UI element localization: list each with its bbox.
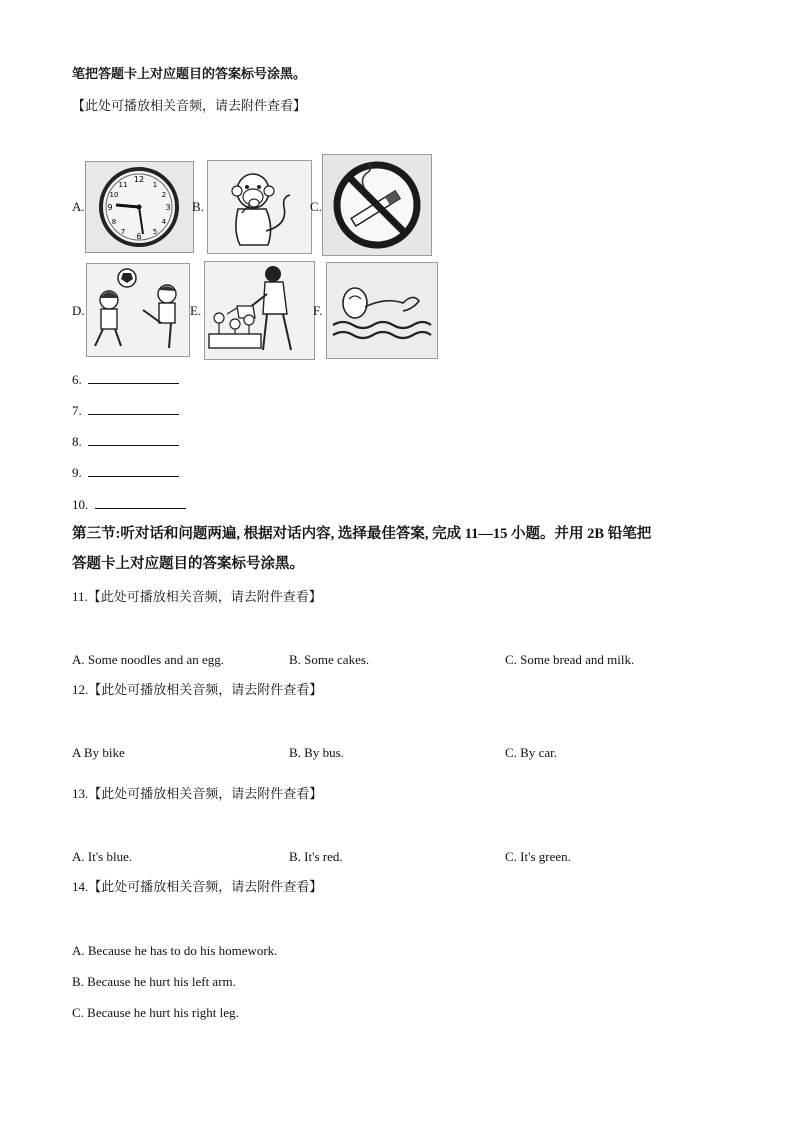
option-a[interactable]: A. Because he has to do his homework. [72, 943, 278, 958]
option-b[interactable]: B. By bus. [289, 745, 344, 760]
option-b[interactable]: B. It's red. [289, 849, 343, 864]
option-b[interactable]: B. Because he hurt his left arm. [72, 974, 236, 989]
answer-blank[interactable] [95, 496, 186, 509]
svg-text:6: 6 [136, 232, 142, 241]
option-letter-f: F. [313, 303, 323, 318]
svg-text:2: 2 [161, 191, 167, 199]
option-letter-c: C. [310, 199, 322, 214]
svg-text:5: 5 [152, 228, 158, 236]
section-heading: 第三节:听对话和问题两遍, 根据对话内容, 选择最佳答案, 完成 11—15 小题。并用 2B 铅笔把 [72, 526, 652, 542]
blank-item: 9. [72, 464, 179, 481]
option-a[interactable]: A. Some noodles and an egg. [72, 652, 225, 667]
blank-item: 8. [72, 433, 179, 450]
svg-text:11: 11 [118, 181, 128, 189]
blank-item: 6. [72, 371, 179, 388]
option-letter-e: E. [190, 303, 202, 318]
question-12: 12.【此处可播放相关音频，请去附件查看】 [72, 682, 323, 697]
audio-note[interactable]: 【此处可播放相关音频，请去附件查看】 [87, 589, 322, 604]
svg-text:9: 9 [107, 203, 113, 212]
blank-item: 7. [72, 402, 179, 419]
audio-note[interactable]: 【此处可播放相关音频，请去附件查看】 [72, 98, 307, 113]
option-c[interactable]: C. By car. [505, 745, 557, 760]
svg-text:10: 10 [109, 191, 119, 199]
svg-text:4: 4 [161, 218, 167, 226]
swimming-icon [326, 262, 438, 359]
answer-blank[interactable] [88, 402, 179, 415]
option-c[interactable]: C. Some bread and milk. [505, 652, 635, 667]
blank-item: 10. [72, 496, 186, 513]
option-a[interactable]: A By bike [72, 745, 125, 760]
monkey-icon [207, 160, 312, 254]
svg-text:8: 8 [111, 218, 117, 226]
no-smoking-icon [322, 154, 432, 256]
audio-note[interactable]: 【此处可播放相关音频，请去附件查看】 [88, 682, 323, 697]
question-11: 11.【此处可播放相关音频，请去附件查看】 [72, 589, 322, 604]
option-letter-d: D. [72, 303, 85, 318]
option-letter-b: B. [192, 199, 204, 214]
question-13: 13.【此处可播放相关音频，请去附件查看】 [72, 786, 323, 801]
option-letter-a: A. [72, 199, 85, 214]
option-c[interactable]: C. Because he hurt his right leg. [72, 1005, 239, 1020]
svg-text:1: 1 [152, 181, 158, 189]
question-14: 14.【此处可播放相关音频，请去附件查看】 [72, 879, 323, 894]
svg-text:3: 3 [165, 203, 171, 212]
answer-blank[interactable] [88, 464, 179, 477]
audio-note[interactable]: 【此处可播放相关音频，请去附件查看】 [88, 786, 323, 801]
option-a[interactable]: A. It's blue. [72, 849, 133, 864]
intro-line: 笔把答题卡上对应题目的答案标号涂黑。 [72, 66, 307, 81]
clock-icon [85, 161, 194, 253]
option-b[interactable]: B. Some cakes. [289, 652, 370, 667]
audio-note[interactable]: 【此处可播放相关音频，请去附件查看】 [88, 879, 323, 894]
svg-text:7: 7 [120, 228, 126, 236]
answer-blank[interactable] [88, 371, 179, 384]
section-heading: 答题卡上对应题目的答案标号涂黑。 [72, 556, 304, 572]
answer-blank[interactable] [88, 433, 179, 446]
football-icon [86, 263, 190, 357]
watering-plants-icon [204, 261, 315, 360]
svg-text:12: 12 [133, 175, 145, 184]
option-c[interactable]: C. It's green. [505, 849, 571, 864]
